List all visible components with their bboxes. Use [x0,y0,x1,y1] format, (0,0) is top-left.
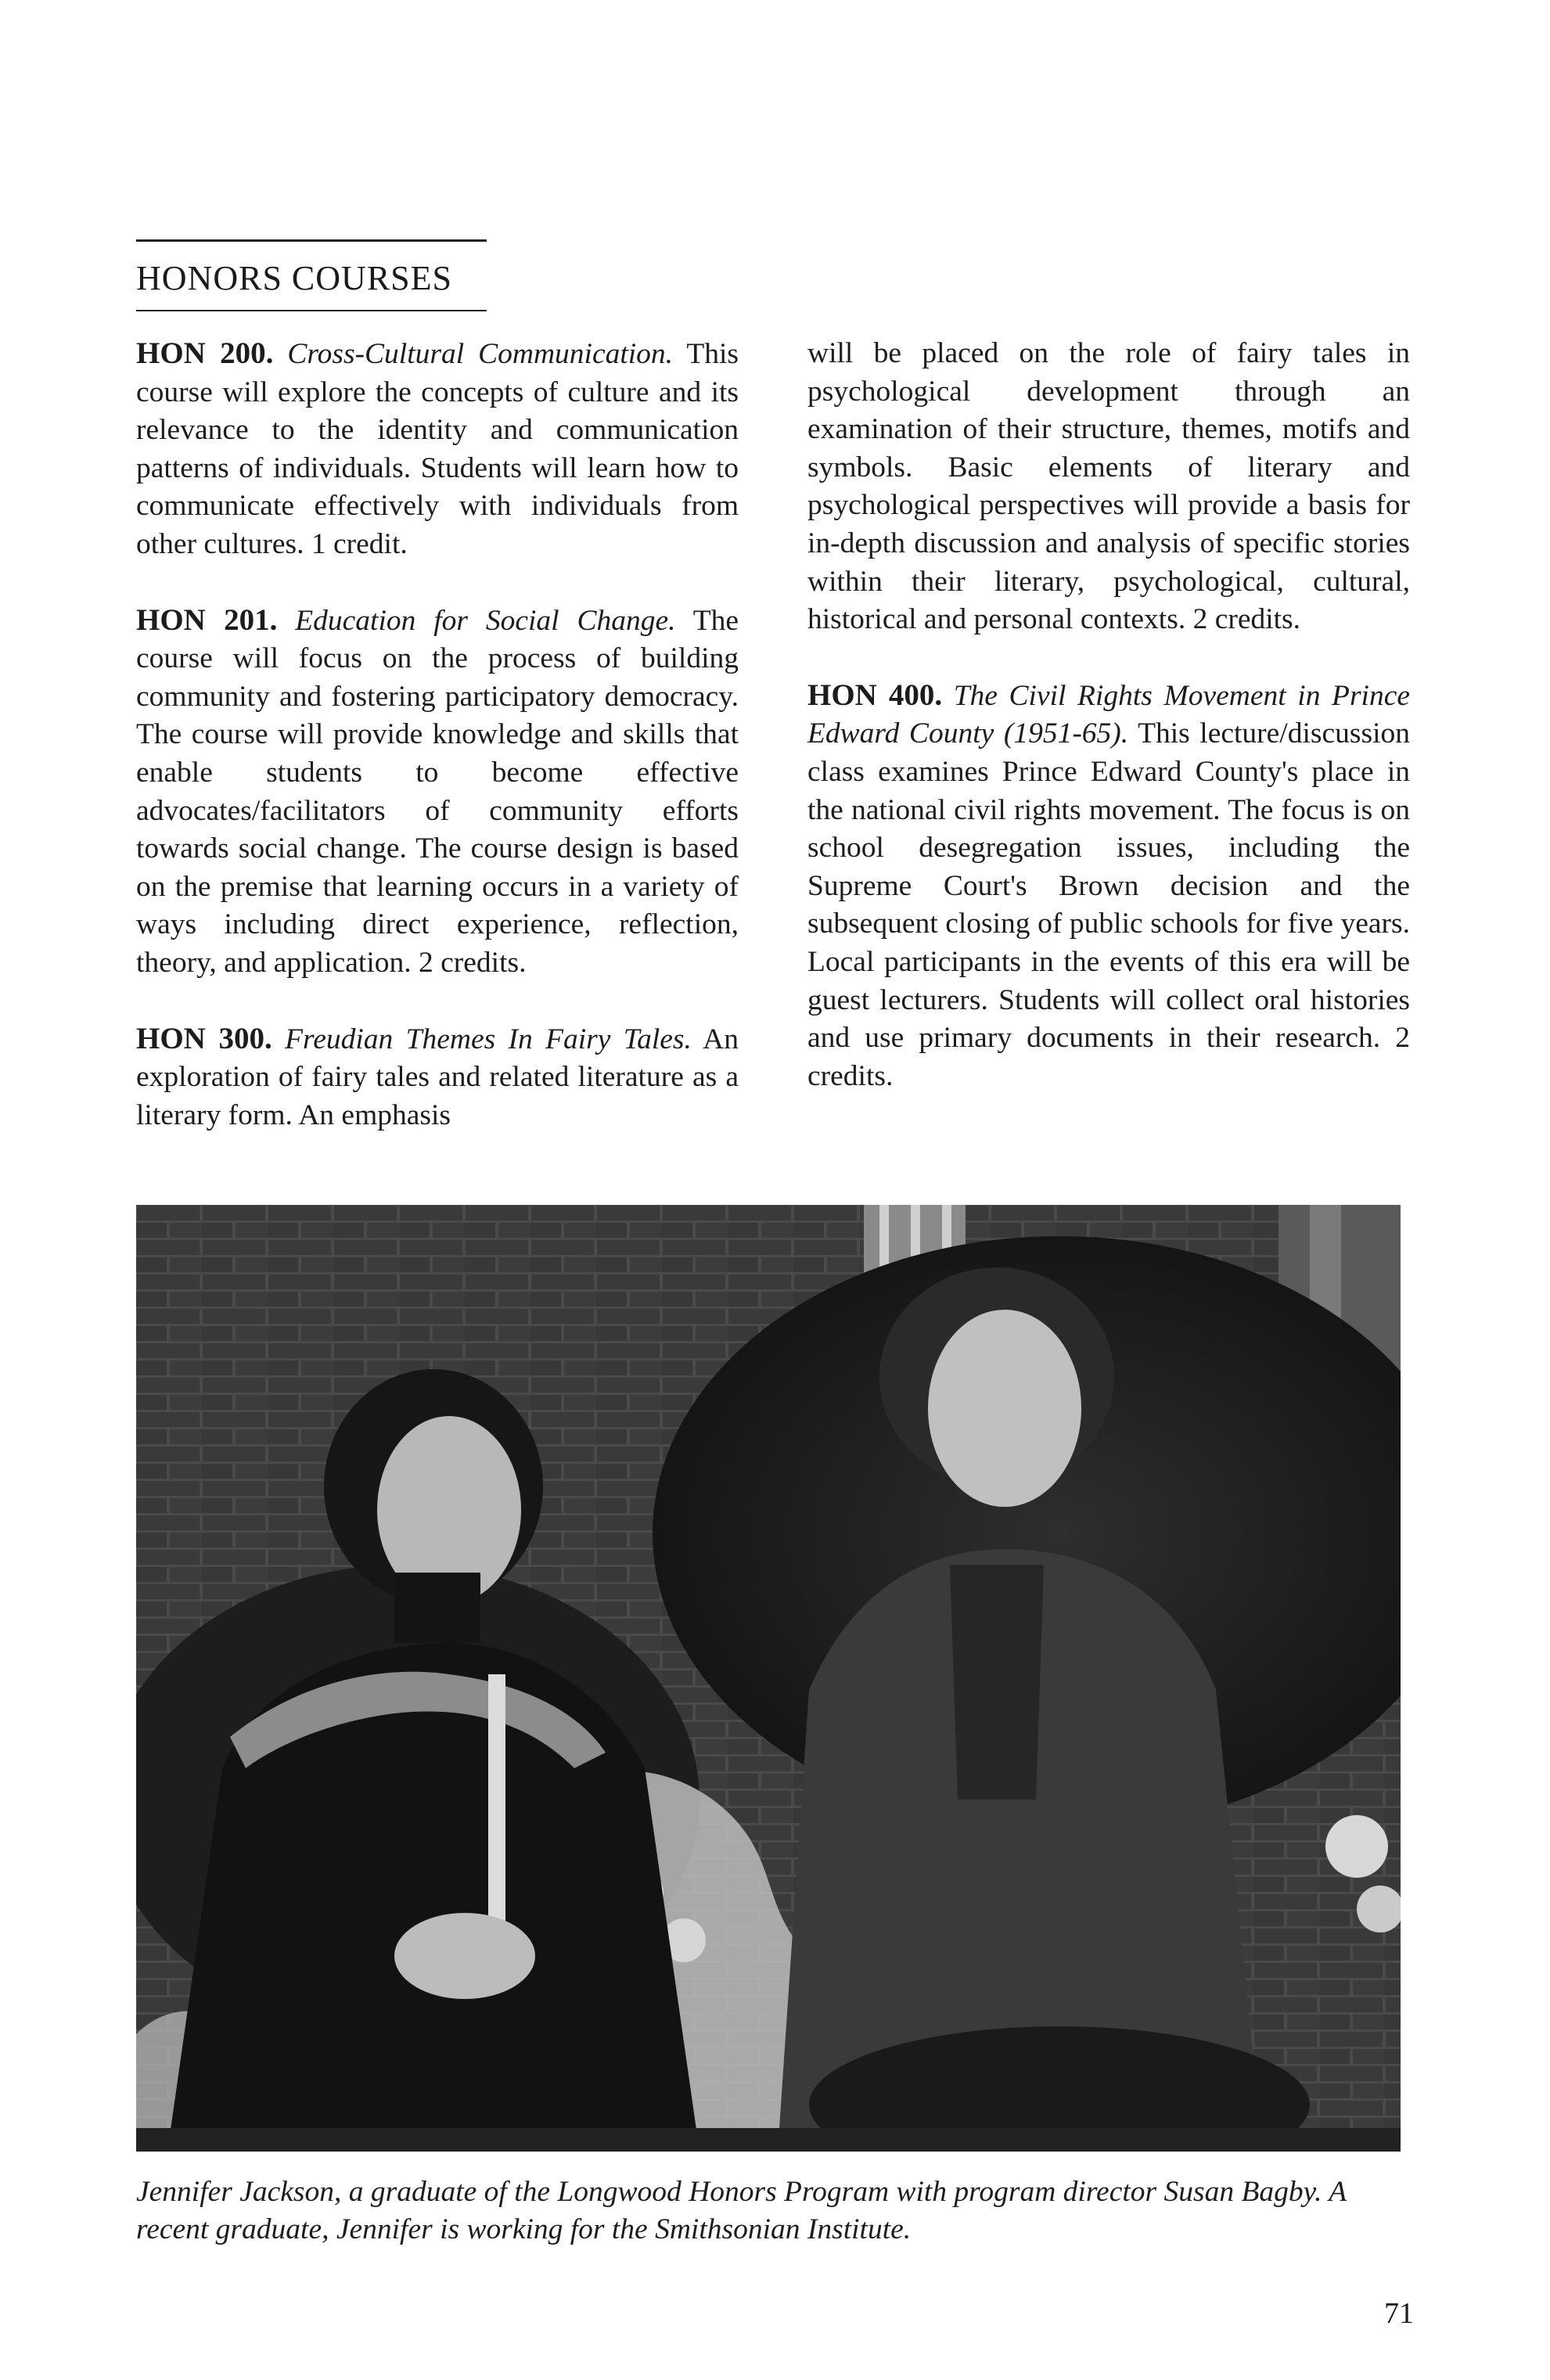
course-entry-hon-200 [136,335,739,564]
left-column [136,335,739,1172]
course-description: An exploration of fairy tales and related literature as a literary form. An emphasis [136,1023,739,1131]
heading-top-rule [136,239,487,242]
course-code: HON 201. [136,602,278,637]
course-entry-hon-201 [136,602,739,983]
course-code: HON 200. [136,336,274,370]
photo-graduate-and-director [136,1205,1401,2152]
course-title: Cross-Cultural Communication. [287,338,674,370]
course-description-continued: will be placed on the role of fairy tales in psychological development through an examination of their structure, themes, motifs and symbols. Basic elements of literary and psychological perspectives will provide a basis for in-depth discussion and analysis of specific stories within their literary, psychological, cultural, historical and personal contexts. 2 credits. [807,337,1410,636]
photo-caption: Jennifer Jackson, a graduate of the Longwood Honors Program with program director Susan Bagby. A recent graduate, Jennifer is working for the Smithsonian Institute. [136,2176,1347,2245]
right-column [807,335,1410,1133]
course-entry-hon-300 [136,1020,739,1135]
course-title: The Civil Rights Movement in Prince Edward County (1951-65). [807,679,1411,750]
course-title: Freudian Themes In Fairy Tales. [285,1023,692,1055]
course-code: HON 400. [807,678,943,712]
course-entry-hon-300-continued [807,335,1410,639]
course-description: This course will explore the concepts of culture and its relevance to the identity and communication patterns of individuals. Students will learn how to communicate effectively with individuals from other cultures. 1 credit. [136,338,739,560]
heading-bottom-rule [136,310,487,311]
course-code: HON 300. [136,1021,272,1055]
section-heading: HONORS COURSES [136,259,452,297]
course-title: Education for Social Change. [295,604,676,637]
page-number: 71 [1384,2297,1414,2330]
course-description: This lecture/discussion class examines Prince Edward County's place in the national civil rights movement. The focus is on school desegregation issues, including the Supreme Court's Brown decision and the subsequent closing of public schools for five years. Local participants in the events of this era will be guest lecturers. Students will collect oral histories and use primary documents in their research. 2 credits. [807,717,1410,1092]
course-entry-hon-400 [807,677,1410,1096]
course-description: The course will focus on the process of building community and fostering participatory democracy. The course will provide knowledge and skills that enable students to become effective advocates/facilitators of community efforts towards social change. The course design is based on the premise that learning occurs in a variety of ways including direct experience, reflection, theory, and application. 2 credits. [136,604,739,979]
